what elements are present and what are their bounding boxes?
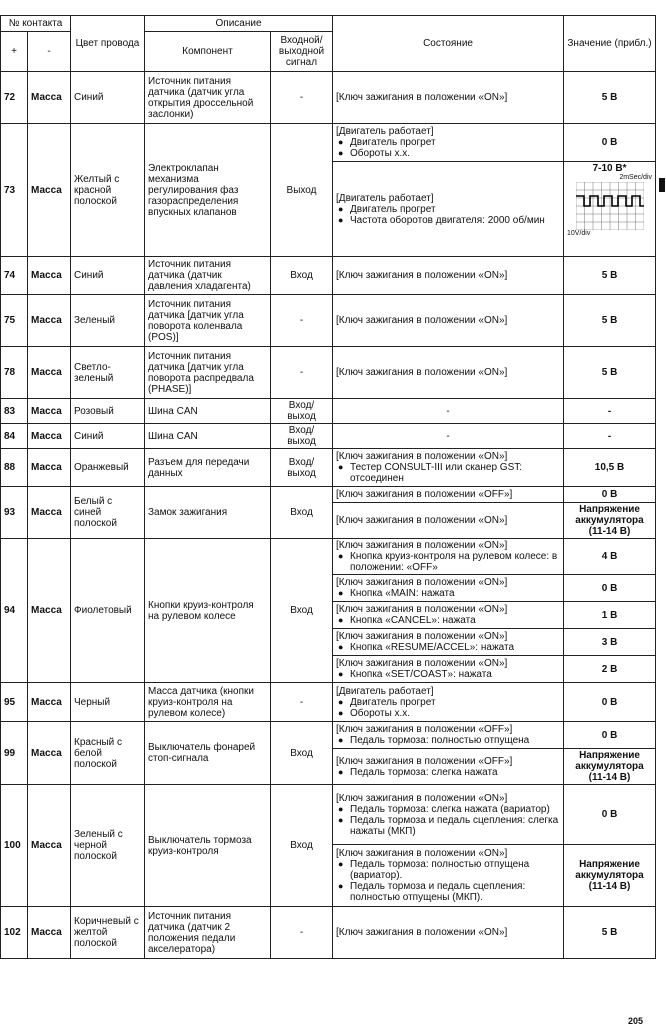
pin-plus: 94 bbox=[1, 539, 28, 683]
condition-bullet: ● Педаль тормоза и педаль сцепления: полностью отпущены (МКП). bbox=[336, 881, 560, 903]
wire-color: Синий bbox=[71, 424, 145, 449]
condition-cell bbox=[333, 683, 564, 722]
table-row bbox=[1, 785, 656, 845]
value-text: Напряжение аккумулятора (11-14 В) bbox=[575, 504, 644, 537]
wire-color: Белый с синей полоской bbox=[71, 487, 145, 539]
value-text: 5 В bbox=[601, 315, 618, 326]
value-text: 0 В bbox=[601, 582, 618, 594]
condition-bullet: ● Кнопка «CANCEL»: нажата bbox=[336, 615, 560, 626]
condition-title: [Двигатель работает] bbox=[336, 192, 434, 204]
pin-minus: Масса bbox=[28, 399, 71, 424]
wire-color: Фиолетовый bbox=[71, 539, 145, 683]
value-text: Напряжение аккумулятора (11-14 В) bbox=[575, 859, 644, 892]
wire-color: Синий bbox=[71, 257, 145, 295]
value-text: 4 В bbox=[601, 551, 618, 562]
value-text: 0 В bbox=[601, 137, 618, 148]
table-row bbox=[1, 399, 656, 424]
condition-cell bbox=[333, 749, 564, 785]
value-cell bbox=[564, 785, 656, 845]
condition-cell bbox=[333, 449, 564, 487]
header-plus: + bbox=[1, 32, 28, 72]
condition-bullet: ● Тестер CONSULT-III или сканер GST: отсоединен bbox=[336, 462, 560, 484]
io-signal: - bbox=[271, 72, 333, 124]
condition-bullet: ● Двигатель прогрет bbox=[336, 204, 560, 215]
table-row bbox=[1, 539, 656, 575]
value-cell bbox=[564, 295, 656, 347]
condition-bullet: ● Кнопка «RESUME/ACCEL»: нажата bbox=[336, 642, 560, 653]
value-text: 0 В bbox=[601, 489, 618, 500]
value-cell bbox=[564, 399, 656, 424]
value-text: 0 В bbox=[601, 696, 618, 708]
condition-bullet: ● Частота оборотов двигателя: 2000 об/мин bbox=[336, 215, 560, 226]
condition-bullet: ● Педаль тормоза и педаль сцепления: слегка нажаты (МКП) bbox=[336, 815, 560, 837]
io-signal: Вход/ выход bbox=[271, 399, 333, 424]
pin-minus: Масса bbox=[28, 487, 71, 539]
condition-bullet: ● Обороты х.х. bbox=[336, 708, 560, 719]
condition-title: [Ключ зажигания в положении «ON»] bbox=[336, 367, 508, 378]
condition-title: [Ключ зажигания в положении «ON»] bbox=[336, 927, 508, 938]
wire-color: Светло-зеленый bbox=[71, 347, 145, 399]
wire-color: Коричневый с желтой полоской bbox=[71, 907, 145, 959]
table-row bbox=[1, 257, 656, 295]
component: Источник питания датчика (датчик угла открытия дроссельной заслонки) bbox=[145, 72, 271, 124]
condition-title: [Ключ зажигания в положении «ON»] bbox=[336, 577, 508, 588]
pin-plus: 99 bbox=[1, 722, 28, 785]
value-cell bbox=[564, 683, 656, 722]
value-cell bbox=[564, 539, 656, 575]
table-row bbox=[1, 347, 656, 399]
io-signal: - bbox=[271, 683, 333, 722]
io-signal: Вход/ выход bbox=[271, 449, 333, 487]
value-cell bbox=[564, 749, 656, 785]
pin-plus: 73 bbox=[1, 124, 28, 257]
component: Шина CAN bbox=[145, 399, 271, 424]
pin-plus: 93 bbox=[1, 487, 28, 539]
wire-color: Черный bbox=[71, 683, 145, 722]
value-text: 5 В bbox=[601, 270, 618, 281]
condition-bullet: ● Педаль тормоза: слегка нажата (вариатор) bbox=[336, 804, 560, 815]
condition-cell bbox=[333, 487, 564, 503]
io-signal: Вход bbox=[271, 722, 333, 785]
condition-title: [Ключ зажигания в положении «ON»] bbox=[336, 604, 508, 615]
header-condition: Состояние bbox=[333, 16, 564, 72]
value-cell bbox=[564, 72, 656, 124]
condition-cell bbox=[333, 907, 564, 959]
pin-minus: Масса bbox=[28, 785, 71, 907]
scope-voltage-scale: 10V/div bbox=[567, 230, 591, 237]
io-signal: Выход bbox=[271, 124, 333, 257]
condition-title: [Двигатель работает] bbox=[336, 685, 434, 697]
pinout-table bbox=[0, 15, 656, 959]
value-cell bbox=[564, 629, 656, 656]
condition-title: [Ключ зажигания в положении «ON»] bbox=[336, 515, 508, 526]
condition-title: [Ключ зажигания в положении «OFF»] bbox=[336, 755, 513, 767]
value-cell bbox=[564, 722, 656, 749]
pin-plus: 95 bbox=[1, 683, 28, 722]
condition-bullet: ● Двигатель прогрет bbox=[336, 137, 560, 148]
header-description: Описание bbox=[145, 16, 333, 32]
value-cell bbox=[564, 257, 656, 295]
condition-cell bbox=[333, 503, 564, 539]
oscilloscope-waveform bbox=[576, 182, 644, 230]
io-signal: Вход bbox=[271, 785, 333, 907]
condition-cell bbox=[333, 295, 564, 347]
pin-minus: Масса bbox=[28, 907, 71, 959]
wire-color: Оранжевый bbox=[71, 449, 145, 487]
value-cell bbox=[564, 656, 656, 683]
component: Выключатель тормоза круиз-контроля bbox=[145, 785, 271, 907]
table-row bbox=[1, 907, 656, 959]
condition-title: - bbox=[446, 405, 450, 417]
condition-cell bbox=[333, 399, 564, 424]
condition-bullet: ● Кнопка «MAIN: нажата bbox=[336, 588, 560, 599]
table-row bbox=[1, 424, 656, 449]
pin-minus: Масса bbox=[28, 124, 71, 257]
condition-cell bbox=[333, 539, 564, 575]
condition-bullet: ● Кнопка круиз-контроля на рулевом колесе: в положении: «OFF» bbox=[336, 551, 560, 573]
table-row bbox=[1, 295, 656, 347]
component: Источник питания датчика (датчик давления хладагента) bbox=[145, 257, 271, 295]
value-text: - bbox=[607, 405, 612, 417]
scope-time-scale: 2mSec/div bbox=[619, 174, 653, 181]
header-contact-no: № контакта bbox=[1, 16, 71, 32]
value-cell bbox=[564, 124, 656, 162]
value-cell bbox=[564, 575, 656, 602]
value-cell bbox=[564, 449, 656, 487]
io-signal: - bbox=[271, 907, 333, 959]
condition-title: [Ключ зажигания в положении «ON»] bbox=[336, 658, 508, 669]
pin-plus: 75 bbox=[1, 295, 28, 347]
condition-title: [Ключ зажигания в положении «OFF»] bbox=[336, 489, 513, 500]
pin-plus: 100 bbox=[1, 785, 28, 907]
condition-title: [Ключ зажигания в положении «ON»] bbox=[336, 631, 508, 642]
component: Источник питания датчика (датчик 2 положения педали акселератора) bbox=[145, 907, 271, 959]
io-signal: Вход/ выход bbox=[271, 424, 333, 449]
pin-minus: Масса bbox=[28, 683, 71, 722]
pin-plus: 102 bbox=[1, 907, 28, 959]
condition-bullet: ● Педаль тормоза: полностью отпущена bbox=[336, 735, 560, 746]
value-text: 2 В bbox=[601, 663, 618, 675]
condition-bullet: ● Обороты х.х. bbox=[336, 148, 560, 159]
condition-title: [Ключ зажигания в положении «ON»] bbox=[336, 315, 508, 326]
pin-minus: Масса bbox=[28, 347, 71, 399]
condition-cell bbox=[333, 72, 564, 124]
condition-cell bbox=[333, 162, 564, 257]
condition-cell bbox=[333, 602, 564, 629]
pin-plus: 74 bbox=[1, 257, 28, 295]
table-row bbox=[1, 449, 656, 487]
component: Масса датчика (кнопки круиз-контроля на рулевом колесе) bbox=[145, 683, 271, 722]
condition-cell bbox=[333, 845, 564, 907]
condition-title: [Ключ зажигания в положении «ON»] bbox=[336, 848, 508, 859]
io-signal: - bbox=[271, 347, 333, 399]
header-value: Значение (прибл.) bbox=[564, 16, 656, 72]
component: Выключатель фонарей стоп-сигнала bbox=[145, 722, 271, 785]
component: Источник питания датчика [датчик угла поворота коленвала (POS)] bbox=[145, 295, 271, 347]
table-row bbox=[1, 487, 656, 503]
pin-plus: 88 bbox=[1, 449, 28, 487]
condition-title: - bbox=[446, 430, 450, 442]
value-text: - bbox=[607, 430, 612, 442]
wire-color: Зеленый bbox=[71, 295, 145, 347]
condition-title: [Ключ зажигания в положении «ON»] bbox=[336, 540, 508, 551]
pin-plus: 84 bbox=[1, 424, 28, 449]
condition-bullet: ● Двигатель прогрет bbox=[336, 697, 560, 708]
pin-minus: Масса bbox=[28, 257, 71, 295]
value-text: 3 В bbox=[601, 636, 618, 648]
value-cell bbox=[564, 487, 656, 503]
value-text: 5 В bbox=[601, 927, 618, 938]
pin-minus: Масса bbox=[28, 539, 71, 683]
component: Замок зажигания bbox=[145, 487, 271, 539]
condition-cell bbox=[333, 722, 564, 749]
value-text: Напряжение аккумулятора (11-14 В) bbox=[575, 750, 644, 783]
condition-title: [Ключ зажигания в положении «ON»] bbox=[336, 792, 508, 804]
header-wire-color: Цвет провода bbox=[71, 16, 145, 72]
condition-title: [Ключ зажигания в положении «OFF»] bbox=[336, 724, 513, 735]
header-minus: - bbox=[28, 32, 71, 72]
header-component: Компонент bbox=[145, 32, 271, 72]
pin-minus: Масса bbox=[28, 449, 71, 487]
io-signal: Вход bbox=[271, 539, 333, 683]
condition-title: [Ключ зажигания в положении «ON»] bbox=[336, 92, 508, 103]
condition-cell bbox=[333, 785, 564, 845]
pin-plus: 83 bbox=[1, 399, 28, 424]
table-row bbox=[1, 124, 656, 162]
condition-cell bbox=[333, 257, 564, 295]
condition-title: [Ключ зажигания в положении «ON»] bbox=[336, 451, 508, 462]
condition-title: [Двигатель работает] bbox=[336, 126, 434, 137]
condition-title: [Ключ зажигания в положении «ON»] bbox=[336, 270, 508, 281]
table-row bbox=[1, 722, 656, 749]
value-cell bbox=[564, 907, 656, 959]
condition-cell bbox=[333, 124, 564, 162]
component: Источник питания датчика [датчик угла поворота распредвала (PHASE)] bbox=[145, 347, 271, 399]
io-signal: - bbox=[271, 295, 333, 347]
io-signal: Вход bbox=[271, 487, 333, 539]
condition-bullet: ● Кнопка «SET/COAST»: нажата bbox=[336, 669, 560, 680]
value-text: 0 В bbox=[601, 809, 618, 820]
io-signal: Вход bbox=[271, 257, 333, 295]
condition-cell bbox=[333, 575, 564, 602]
wire-color: Желтый с красной полоской bbox=[71, 124, 145, 257]
pin-minus: Масса bbox=[28, 722, 71, 785]
condition-bullet: ● Педаль тормоза: полностью отпущена (вариатор). bbox=[336, 859, 560, 881]
page-number: 205 bbox=[628, 1016, 644, 1026]
value-cell bbox=[564, 845, 656, 907]
wire-color: Зеленый с черной полоской bbox=[71, 785, 145, 907]
component: Шина CAN bbox=[145, 424, 271, 449]
pin-minus: Масса bbox=[28, 72, 71, 124]
pin-minus: Масса bbox=[28, 424, 71, 449]
wire-color: Красный с белой полоской bbox=[71, 722, 145, 785]
pin-plus: 78 bbox=[1, 347, 28, 399]
condition-cell bbox=[333, 424, 564, 449]
value-cell bbox=[564, 602, 656, 629]
condition-bullet: ● Педаль тормоза: слегка нажата bbox=[336, 767, 560, 778]
value-cell bbox=[564, 503, 656, 539]
section-tab-marker bbox=[659, 178, 665, 192]
component: Разъем для передачи данных bbox=[145, 449, 271, 487]
table-row bbox=[1, 72, 656, 124]
condition-cell bbox=[333, 629, 564, 656]
pin-minus: Масса bbox=[28, 295, 71, 347]
value-cell bbox=[564, 347, 656, 399]
value-text: 0 В bbox=[601, 729, 618, 741]
value-cell bbox=[564, 162, 656, 257]
header-io: Входной/ выходной сигнал bbox=[271, 32, 333, 72]
wire-color: Розовый bbox=[71, 399, 145, 424]
condition-cell bbox=[333, 656, 564, 683]
value-text: 10,5 В bbox=[594, 462, 625, 473]
value-cell bbox=[564, 424, 656, 449]
value-text: 5 В bbox=[601, 367, 618, 378]
condition-cell bbox=[333, 347, 564, 399]
wire-color: Синий bbox=[71, 72, 145, 124]
component: Кнопки круиз-контроля на рулевом колесе bbox=[145, 539, 271, 683]
table-row bbox=[1, 683, 656, 722]
component: Электроклапан механизма регулирования фаз газораспределения впускных клапанов bbox=[145, 124, 271, 257]
pin-plus: 72 bbox=[1, 72, 28, 124]
value-text: 1 В bbox=[601, 609, 618, 621]
value-text: 5 В bbox=[601, 92, 618, 103]
value-text: 7-10 В* bbox=[592, 163, 627, 174]
